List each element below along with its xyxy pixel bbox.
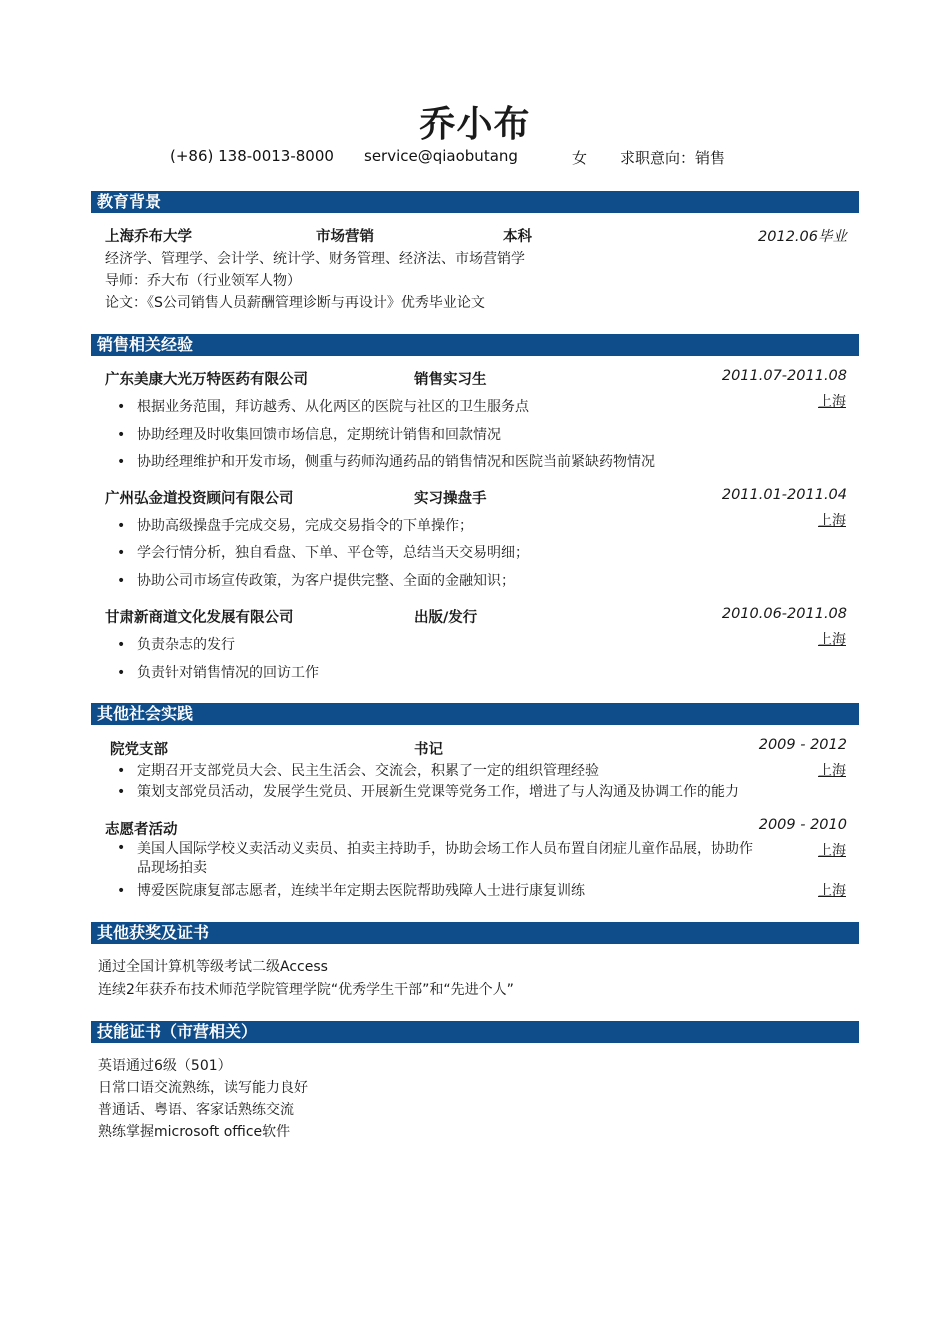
thesis: 论文：《S公司销售人员薪酬管理诊断与再设计》优秀毕业论文 — [105, 295, 485, 311]
job-date: 2011.01-2011.04 — [721, 487, 847, 503]
award-item: 通过全国计算机等级考试二级Access — [98, 959, 328, 975]
job-role: 出版/发行 — [414, 610, 478, 626]
list-item-text: 协助公司市场宣传政策，为客户提供完整、全面的金融知识； — [137, 573, 515, 589]
section-skills-title: 技能证书（市营相关） — [91, 1021, 859, 1043]
skill-item: 普通话、粤语、客家话熟练交流 — [98, 1102, 294, 1118]
bullet-icon: • — [117, 545, 126, 561]
list-item — [117, 781, 739, 801]
phone: (+86) 138-0013-8000 — [170, 147, 334, 165]
list-item — [117, 515, 473, 535]
list-item-text: 协助高级操盘手完成交易，完成交易指令的下单操作； — [137, 518, 473, 534]
job-company: 广州弘金道投资顾问有限公司 — [105, 491, 294, 507]
list-item-text: 定期召开支部党员大会、民主生活会、交流会，积累了一定的组织管理经验 — [137, 763, 599, 779]
major: 市场营销 — [316, 229, 374, 245]
skill-item: 熟练掌握microsoft office软件 — [98, 1124, 291, 1140]
list-item — [117, 424, 501, 444]
courses: 经济学、管理学、会计学、统计学、财务管理、经济法、市场营销学 — [105, 251, 525, 267]
list-item — [117, 570, 515, 590]
bullet-icon: • — [117, 573, 126, 589]
bullet-icon: • — [117, 518, 126, 534]
practice-org: 志愿者活动 — [105, 822, 178, 838]
bullet-icon: • — [117, 665, 126, 681]
job-location: 上海 — [818, 513, 846, 529]
list-item — [117, 880, 585, 900]
bullet-icon: • — [117, 637, 126, 653]
bullet-icon: • — [117, 454, 126, 470]
list-item-text: 负责杂志的发行 — [137, 637, 235, 653]
list-item-text: 学会行情分析，独自看盘、下单、平仓等，总结当天交易明细； — [137, 545, 529, 561]
list-item-text: 博爱医院康复部志愿者，连续半年定期去医院帮助残障人士进行康复训练 — [137, 883, 585, 899]
list-item-text: 策划支部党员活动，发展学生党员、开展新生党课等党务工作，增进了与人沟通及协调工作的能力 — [137, 784, 739, 800]
bullet-icon: • — [117, 784, 126, 800]
gender: 女 — [572, 149, 588, 167]
bullet-icon: • — [117, 399, 126, 415]
section-education-title: 教育背景 — [91, 191, 859, 213]
list-item-text: 美国人国际学校义卖活动义卖员、拍卖主持助手，协助会场工作人员布置自闭症儿童作品展，协助作品现场拍卖 — [137, 841, 753, 876]
list-item-text: 协助经理及时收集回馈市场信息，定期统计销售和回款情况 — [137, 427, 501, 443]
job-company: 广东美康大光万特医药有限公司 — [105, 372, 308, 388]
practice-location: 上海 — [818, 883, 846, 899]
practice-org: 院党支部 — [110, 742, 168, 758]
list-item — [117, 760, 599, 780]
job-date: 2011.07-2011.08 — [721, 368, 847, 384]
list-item-text: 负责针对销售情况的回访工作 — [137, 665, 319, 681]
job-company: 甘肃新商道文化发展有限公司 — [105, 610, 294, 626]
job-role: 销售实习生 — [414, 372, 487, 388]
candidate-name: 乔小布 — [419, 104, 531, 145]
skill-item: 日常口语交流熟练，读写能力良好 — [98, 1080, 308, 1096]
practice-role: 书记 — [414, 742, 443, 758]
list-item-text: 根据业务范围，拜访越秀、从化两区的医院与社区的卫生服务点 — [137, 399, 529, 415]
list-item — [117, 542, 529, 562]
list-item — [117, 662, 319, 682]
job-intent: 求职意向：销售 — [620, 149, 726, 167]
practice-date: 2009 - 2012 — [758, 737, 847, 753]
email: service@qiaobutang — [364, 147, 518, 165]
practice-location: 上海 — [818, 763, 846, 779]
list-item — [117, 451, 655, 471]
list-item-text: 协助经理维护和开发市场，侧重与药师沟通药品的销售情况和医院当前紧缺药物情况 — [137, 454, 655, 470]
bullet-icon: • — [117, 883, 126, 899]
list-item — [117, 396, 529, 416]
award-item: 连续2年获乔布技术师范学院管理学院“优秀学生干部”和“先进个人” — [98, 982, 514, 998]
bullet-icon: • — [117, 763, 126, 779]
mentor: 导师：乔大布（行业领军人物） — [105, 273, 301, 289]
job-location: 上海 — [818, 394, 846, 410]
section-sales-title: 销售相关经验 — [91, 334, 859, 356]
practice-location: 上海 — [818, 843, 846, 859]
bullet-icon: • — [117, 840, 126, 856]
section-social-title: 其他社会实践 — [91, 703, 859, 725]
job-date: 2010.06-2011.08 — [721, 606, 847, 622]
school-name: 上海乔布大学 — [105, 229, 192, 245]
practice-date: 2009 - 2010 — [758, 817, 847, 833]
section-awards-title: 其他获奖及证书 — [91, 922, 859, 944]
skill-item: 英语通过6级（501） — [98, 1058, 232, 1074]
job-role: 实习操盘手 — [414, 491, 487, 507]
degree: 本科 — [503, 229, 532, 245]
graduation-date: 2012.06毕业 — [758, 229, 847, 245]
job-location: 上海 — [818, 632, 846, 648]
list-item — [117, 634, 235, 654]
bullet-icon: • — [117, 427, 126, 443]
list-item — [117, 840, 765, 878]
